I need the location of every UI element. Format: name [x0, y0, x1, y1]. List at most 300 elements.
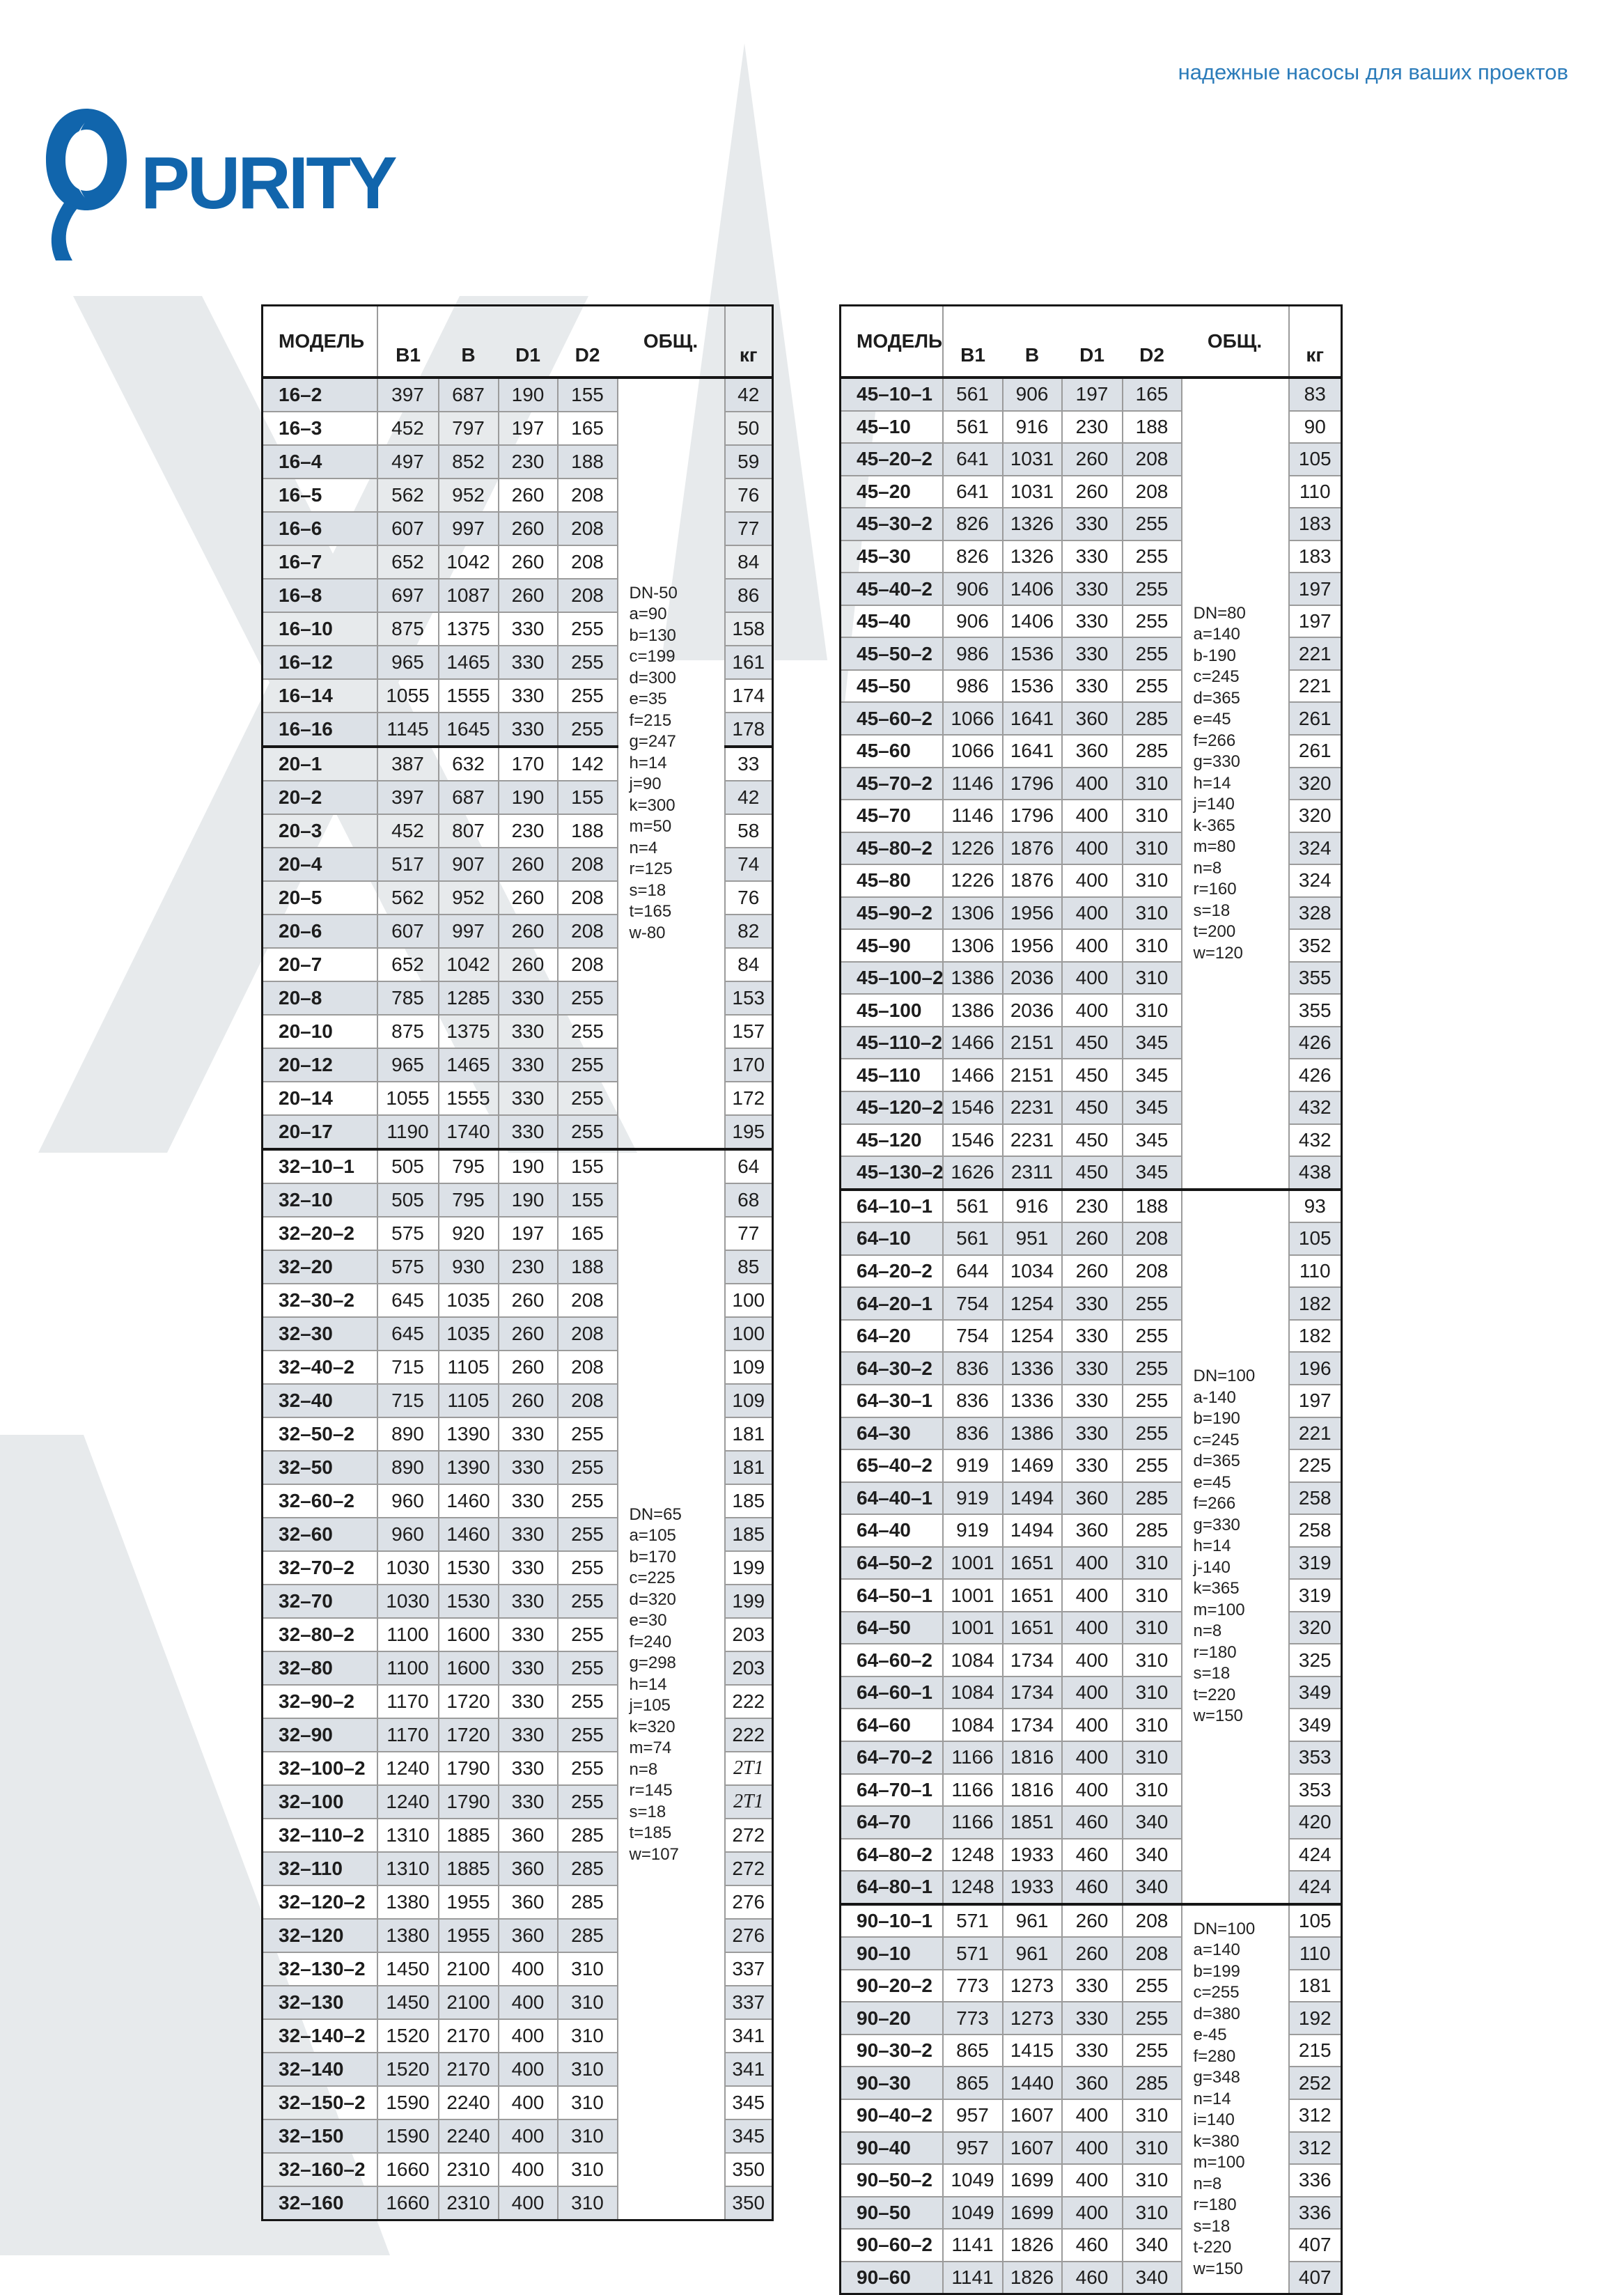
d1-cell: 260	[499, 512, 558, 545]
obsh-spec-line: t-220	[1193, 2238, 1232, 2257]
b1-cell: 397	[377, 378, 439, 412]
b-cell: 1440	[1003, 2067, 1062, 2099]
obsh-spec-line: s=18	[629, 880, 666, 900]
d1-cell: 330	[499, 1685, 558, 1718]
model-cell: 20–2	[263, 781, 377, 814]
kg-cell: 337	[725, 1952, 773, 1986]
b-cell: 1699	[1003, 2164, 1062, 2197]
d1-cell: 330	[1062, 1352, 1123, 1385]
model-cell: 45–130–2	[841, 1156, 943, 1190]
b1-cell: 1141	[943, 2262, 1003, 2294]
d1-cell: 460	[1062, 2229, 1123, 2262]
kg-cell: 2T1	[725, 1752, 773, 1785]
d1-cell: 450	[1062, 1027, 1123, 1059]
obsh-spec-line: w-80	[629, 923, 666, 942]
obsh-spec-line: c=245	[1193, 1430, 1240, 1449]
d1-cell: 400	[1062, 962, 1123, 995]
d2-cell: 285	[558, 1919, 618, 1952]
kg-cell: 261	[1289, 702, 1342, 735]
b1-cell: 1660	[377, 2186, 439, 2220]
d2-cell: 255	[558, 981, 618, 1015]
d1-cell: 260	[499, 545, 558, 579]
b-cell: 1933	[1003, 1871, 1062, 1904]
d2-cell: 255	[558, 1685, 618, 1718]
kg-cell: 272	[725, 1819, 773, 1852]
obsh-spec-line: j=90	[629, 775, 662, 794]
d2-cell: 310	[1123, 2197, 1182, 2230]
d1-cell: 330	[499, 1518, 558, 1551]
kg-cell: 312	[1289, 2132, 1342, 2165]
b1-cell: 1049	[943, 2164, 1003, 2197]
d2-cell: 255	[1123, 1287, 1182, 1320]
obsh-spec-line: m=80	[1193, 837, 1236, 857]
kg-cell: 157	[725, 1015, 773, 1048]
d2-cell: 165	[558, 1217, 618, 1250]
obsh-spec-line: r=160	[1193, 880, 1237, 899]
d1-cell: 450	[1062, 1059, 1123, 1091]
b-cell: 687	[439, 378, 499, 412]
b-cell: 1034	[1003, 1255, 1062, 1288]
d1-cell: 330	[499, 612, 558, 646]
model-cell: 45–90–2	[841, 897, 943, 930]
kg-cell: 336	[1289, 2197, 1342, 2230]
kg-cell: 174	[725, 679, 773, 713]
d2-cell: 208	[1123, 443, 1182, 476]
b1-cell: 1546	[943, 1091, 1003, 1124]
b-cell: 916	[1003, 411, 1062, 444]
kg-cell: 77	[725, 512, 773, 545]
d1-cell: 260	[499, 915, 558, 948]
b-cell: 1406	[1003, 605, 1062, 638]
b-cell: 1415	[1003, 2035, 1062, 2067]
d2-cell: 255	[558, 1718, 618, 1752]
b1-cell: 965	[377, 646, 439, 679]
model-cell: 32–100	[263, 1785, 377, 1819]
obsh-spec-line: k=365	[1193, 1579, 1240, 1598]
b-cell: 1955	[439, 1919, 499, 1952]
d2-cell: 208	[558, 1284, 618, 1317]
obsh-spec-line: r=180	[1193, 1642, 1237, 1662]
d1-cell: 330	[1062, 2035, 1123, 2067]
d2-cell: 188	[1123, 1190, 1182, 1223]
b-cell: 1530	[439, 1551, 499, 1585]
obsh-spec-line: DN=80	[1193, 603, 1246, 623]
b-cell: 1042	[439, 948, 499, 981]
model-cell: 64–60–1	[841, 1676, 943, 1709]
d2-cell: 310	[558, 2119, 618, 2153]
obsh-spec-line: c=225	[629, 1569, 676, 1588]
b-cell: 2036	[1003, 994, 1062, 1027]
b-cell: 1956	[1003, 897, 1062, 930]
b1-cell: 1626	[943, 1156, 1003, 1190]
model-cell: 16–5	[263, 479, 377, 512]
b-cell: 2100	[439, 1986, 499, 2019]
b-cell: 797	[439, 412, 499, 445]
b-cell: 997	[439, 512, 499, 545]
b1-cell: 561	[943, 1222, 1003, 1255]
b1-cell: 1001	[943, 1579, 1003, 1612]
kg-cell: 355	[1289, 994, 1342, 1027]
d1-cell: 400	[1062, 2099, 1123, 2132]
model-cell: 20–6	[263, 915, 377, 948]
model-cell: 45–120–2	[841, 1091, 943, 1124]
d1-cell: 330	[499, 1015, 558, 1048]
b-cell: 920	[439, 1217, 499, 1250]
obsh-spec-line: c=255	[1193, 1983, 1240, 2002]
table-row	[841, 378, 1342, 411]
d1-cell: 260	[499, 848, 558, 881]
d1-cell: 400	[1062, 864, 1123, 897]
b-cell: 1375	[439, 1015, 499, 1048]
kg-cell: 42	[725, 781, 773, 814]
kg-cell: 203	[725, 1651, 773, 1685]
d2-cell: 345	[1123, 1027, 1182, 1059]
model-cell: 45–100–2	[841, 962, 943, 995]
obsh-spec-line: t=220	[1193, 1685, 1236, 1704]
model-cell: 32–150	[263, 2119, 377, 2153]
b-cell: 632	[439, 747, 499, 781]
d2-cell: 310	[1123, 1579, 1182, 1612]
b-cell: 2151	[1003, 1027, 1062, 1059]
d2-cell: 255	[1123, 508, 1182, 540]
model-cell: 20–17	[263, 1115, 377, 1149]
model-cell: 32–150–2	[263, 2086, 377, 2119]
b1-cell: 826	[943, 508, 1003, 540]
d2-cell: 310	[1123, 1774, 1182, 1807]
model-cell: 20–8	[263, 981, 377, 1015]
col-header-d1: D1	[515, 344, 540, 366]
b-cell: 951	[1003, 1222, 1062, 1255]
b-cell: 1390	[439, 1417, 499, 1451]
b-cell: 1465	[439, 646, 499, 679]
kg-cell: 320	[1289, 800, 1342, 832]
b1-cell: 641	[943, 443, 1003, 476]
model-cell: 45–50–2	[841, 637, 943, 670]
d1-cell: 170	[499, 747, 558, 781]
kg-cell: 424	[1289, 1871, 1342, 1904]
obsh-spec-line: s=18	[629, 1802, 666, 1821]
b-cell: 997	[439, 915, 499, 948]
d1-cell: 400	[1062, 1612, 1123, 1644]
d2-cell: 310	[558, 1952, 618, 1986]
b-cell: 2231	[1003, 1124, 1062, 1157]
model-cell: 32–60	[263, 1518, 377, 1551]
obsh-spec-line: k-365	[1193, 816, 1235, 835]
model-cell: 90–30	[841, 2067, 943, 2099]
b-cell: 1386	[1003, 1417, 1062, 1450]
obsh-spec-line: t=165	[629, 902, 672, 921]
d2-cell: 285	[558, 1819, 618, 1852]
kg-cell: 426	[1289, 1027, 1342, 1059]
b-cell: 1955	[439, 1885, 499, 1919]
kg-cell: 182	[1289, 1287, 1342, 1320]
d1-cell: 400	[499, 1952, 558, 1986]
obsh-spec-line: a=140	[1193, 1940, 1240, 1960]
d2-cell: 165	[558, 412, 618, 445]
b1-cell: 1084	[943, 1676, 1003, 1709]
d1-cell: 400	[1062, 832, 1123, 865]
obsh-spec-line: a-140	[1193, 1387, 1236, 1407]
kg-cell: 225	[1289, 1449, 1342, 1482]
b1-cell: 960	[377, 1518, 439, 1551]
d2-cell: 255	[558, 1618, 618, 1651]
obsh-spec-line: d=365	[1193, 1452, 1240, 1471]
d2-cell: 208	[558, 545, 618, 579]
b1-cell: 644	[943, 1255, 1003, 1288]
kg-cell: 197	[1289, 605, 1342, 638]
kg-cell: 197	[1289, 1385, 1342, 1417]
b1-cell: 697	[377, 579, 439, 612]
table-row	[841, 1904, 1342, 1938]
d1-cell: 330	[499, 1618, 558, 1651]
d2-cell: 345	[1123, 1091, 1182, 1124]
obsh-spec-line: t=185	[629, 1823, 672, 1843]
d1-cell: 400	[1062, 897, 1123, 930]
obsh-spec-line: k=380	[1193, 2131, 1240, 2151]
b-cell: 2170	[439, 2019, 499, 2053]
b-cell: 916	[1003, 1190, 1062, 1223]
d2-cell: 255	[1123, 1320, 1182, 1353]
d2-cell: 255	[1123, 670, 1182, 703]
b-cell: 1740	[439, 1115, 499, 1149]
model-cell: 90–50	[841, 2197, 943, 2230]
d1-cell: 330	[499, 646, 558, 679]
d1-cell: 330	[1062, 670, 1123, 703]
d2-cell: 255	[558, 1585, 618, 1618]
b1-cell: 1145	[377, 713, 439, 747]
d2-cell: 208	[558, 479, 618, 512]
d2-cell: 310	[1123, 897, 1182, 930]
b-cell: 1536	[1003, 637, 1062, 670]
model-cell: 45–120	[841, 1124, 943, 1157]
b-cell: 1876	[1003, 864, 1062, 897]
kg-cell: 199	[725, 1551, 773, 1585]
d1-cell: 330	[499, 1082, 558, 1115]
d1-cell: 190	[499, 1149, 558, 1183]
obsh-spec-line: DN=65	[629, 1504, 682, 1524]
kg-cell: 272	[725, 1852, 773, 1885]
obsh-spec-line: w=107	[629, 1844, 679, 1864]
b1-cell: 1190	[377, 1115, 439, 1149]
model-cell: 32–10	[263, 1183, 377, 1217]
model-cell: 32–160–2	[263, 2153, 377, 2186]
b-cell: 807	[439, 814, 499, 848]
obsh-spec-block	[1182, 1904, 1289, 2294]
model-cell: 32–80–2	[263, 1618, 377, 1651]
b1-cell: 1030	[377, 1551, 439, 1585]
d2-cell: 208	[558, 915, 618, 948]
model-cell: 90–10	[841, 1937, 943, 1970]
kg-cell: 181	[725, 1417, 773, 1451]
kg-cell: 350	[725, 2186, 773, 2220]
d2-cell: 310	[558, 2053, 618, 2086]
model-cell: 45–80	[841, 864, 943, 897]
b1-cell: 1084	[943, 1644, 1003, 1676]
d2-cell: 310	[1123, 1547, 1182, 1580]
model-cell: 20–3	[263, 814, 377, 848]
obsh-spec-line: e=35	[629, 690, 667, 709]
d1-cell: 450	[1062, 1091, 1123, 1124]
kg-cell: 221	[1289, 637, 1342, 670]
b-cell: 1826	[1003, 2262, 1062, 2294]
model-cell: 16–2	[263, 378, 377, 412]
obsh-spec-line: s=18	[1193, 1664, 1231, 1683]
model-cell: 32–20	[263, 1250, 377, 1284]
d1-cell: 330	[499, 679, 558, 713]
obsh-spec-line: a=105	[629, 1526, 676, 1546]
model-cell: 20–12	[263, 1048, 377, 1082]
d1-cell: 360	[499, 1819, 558, 1852]
obsh-spec-line: d=300	[629, 668, 676, 687]
obsh-spec-line: n=8	[1193, 2174, 1222, 2193]
d1-cell: 230	[1062, 411, 1123, 444]
kg-cell: 181	[1289, 1970, 1342, 2002]
obsh-spec-line: b=199	[1193, 1961, 1240, 1981]
b1-cell: 1001	[943, 1547, 1003, 1580]
b-cell: 1607	[1003, 2099, 1062, 2132]
b-cell: 2240	[439, 2119, 499, 2153]
obsh-spec-line: g=330	[1193, 1515, 1240, 1534]
d2-cell: 285	[558, 1885, 618, 1919]
kg-cell: 105	[1289, 443, 1342, 476]
col-header-obsh: ОБЩ.	[643, 330, 698, 352]
b-cell: 1375	[439, 612, 499, 646]
b1-cell: 1248	[943, 1871, 1003, 1904]
model-cell: 45–80–2	[841, 832, 943, 865]
d2-cell: 310	[558, 1986, 618, 2019]
d2-cell: 208	[558, 579, 618, 612]
kg-cell: 170	[725, 1048, 773, 1082]
model-cell: 16–7	[263, 545, 377, 579]
d2-cell: 310	[1123, 2164, 1182, 2197]
kg-cell: 64	[725, 1149, 773, 1183]
b-cell: 1105	[439, 1351, 499, 1384]
d2-cell: 155	[558, 1149, 618, 1183]
d1-cell: 400	[1062, 800, 1123, 832]
d1-cell: 330	[499, 1451, 558, 1484]
model-cell: 45–20–2	[841, 443, 943, 476]
d1-cell: 330	[1062, 573, 1123, 605]
model-cell: 45–60	[841, 735, 943, 768]
b-cell: 1816	[1003, 1774, 1062, 1807]
kg-cell: 192	[1289, 2002, 1342, 2035]
model-cell: 45–30–2	[841, 508, 943, 540]
b-cell: 1460	[439, 1484, 499, 1518]
d1-cell: 330	[1062, 1320, 1123, 1353]
b1-cell: 836	[943, 1417, 1003, 1450]
b-cell: 906	[1003, 378, 1062, 411]
d2-cell: 208	[558, 848, 618, 881]
d1-cell: 260	[1062, 476, 1123, 508]
d1-cell: 330	[1062, 508, 1123, 540]
kg-cell: 345	[725, 2119, 773, 2153]
b1-cell: 397	[377, 781, 439, 814]
d2-cell: 345	[1123, 1124, 1182, 1157]
d1-cell: 330	[499, 1551, 558, 1585]
b1-cell: 919	[943, 1449, 1003, 1482]
d1-cell: 230	[499, 1250, 558, 1284]
b1-cell: 1310	[377, 1819, 439, 1852]
model-cell: 64–30–2	[841, 1352, 943, 1385]
col-header-kg: кг	[1289, 306, 1342, 378]
b-cell: 1536	[1003, 670, 1062, 703]
d1-cell: 330	[1062, 1970, 1123, 2002]
col-header-d2: D2	[1139, 344, 1164, 366]
b-cell: 2240	[439, 2086, 499, 2119]
b-cell: 1796	[1003, 800, 1062, 832]
obsh-spec-line: g=348	[1193, 2068, 1240, 2087]
obsh-spec-line: s=18	[1193, 2216, 1231, 2236]
obsh-spec-line: s=18	[1193, 901, 1231, 920]
kg-cell: 42	[725, 378, 773, 412]
kg-cell: 337	[725, 1986, 773, 2019]
b1-cell: 1240	[377, 1785, 439, 1819]
d1-cell: 360	[499, 1885, 558, 1919]
b1-cell: 826	[943, 540, 1003, 573]
kg-cell: 355	[1289, 962, 1342, 995]
d1-cell: 330	[1062, 540, 1123, 573]
d2-cell: 310	[1123, 1612, 1182, 1644]
b-cell: 2100	[439, 1952, 499, 1986]
d1-cell: 330	[499, 1417, 558, 1451]
model-cell: 20–7	[263, 948, 377, 981]
b1-cell: 1590	[377, 2086, 439, 2119]
model-cell: 64–60–2	[841, 1644, 943, 1676]
d1-cell: 400	[1062, 994, 1123, 1027]
kg-cell: 181	[725, 1451, 773, 1484]
model-cell: 64–50–1	[841, 1579, 943, 1612]
obsh-spec-line: a=140	[1193, 625, 1240, 644]
b-cell: 1876	[1003, 832, 1062, 865]
b1-cell: 906	[943, 605, 1003, 638]
d1-cell: 260	[1062, 1937, 1123, 1970]
d1-cell: 400	[1062, 2197, 1123, 2230]
obsh-spec-line: j=105	[629, 1696, 671, 1716]
b1-cell: 773	[943, 2002, 1003, 2035]
b1-cell: 1166	[943, 1806, 1003, 1839]
b-cell: 1555	[439, 679, 499, 713]
kg-cell: 68	[725, 1183, 773, 1217]
b-cell: 1031	[1003, 443, 1062, 476]
d2-cell: 208	[1123, 476, 1182, 508]
obsh-spec-line: h=14	[1193, 773, 1231, 793]
obsh-spec-line: r=145	[629, 1781, 673, 1800]
b-cell: 961	[1003, 1904, 1062, 1938]
d2-cell: 155	[558, 781, 618, 814]
obsh-spec-line: a=90	[629, 605, 667, 624]
table-row	[263, 378, 773, 412]
kg-cell: 276	[725, 1919, 773, 1952]
b-cell: 687	[439, 781, 499, 814]
d2-cell: 310	[1123, 800, 1182, 832]
b1-cell: 645	[377, 1284, 439, 1317]
obsh-spec-line: DN=100	[1193, 1919, 1256, 1938]
model-cell: 45–50	[841, 670, 943, 703]
b-cell: 852	[439, 445, 499, 479]
kg-cell: 276	[725, 1885, 773, 1919]
obsh-spec-line: r=125	[629, 859, 673, 879]
d2-cell: 255	[558, 646, 618, 679]
kg-cell: 58	[725, 814, 773, 848]
b-cell: 1035	[439, 1317, 499, 1351]
d2-cell: 255	[558, 1752, 618, 1785]
b-cell: 1105	[439, 1384, 499, 1417]
b1-cell: 1520	[377, 2019, 439, 2053]
model-cell: 90–40–2	[841, 2099, 943, 2132]
model-cell: 45–10–1	[841, 378, 943, 411]
kg-cell: 84	[725, 545, 773, 579]
b1-cell: 965	[377, 1048, 439, 1082]
